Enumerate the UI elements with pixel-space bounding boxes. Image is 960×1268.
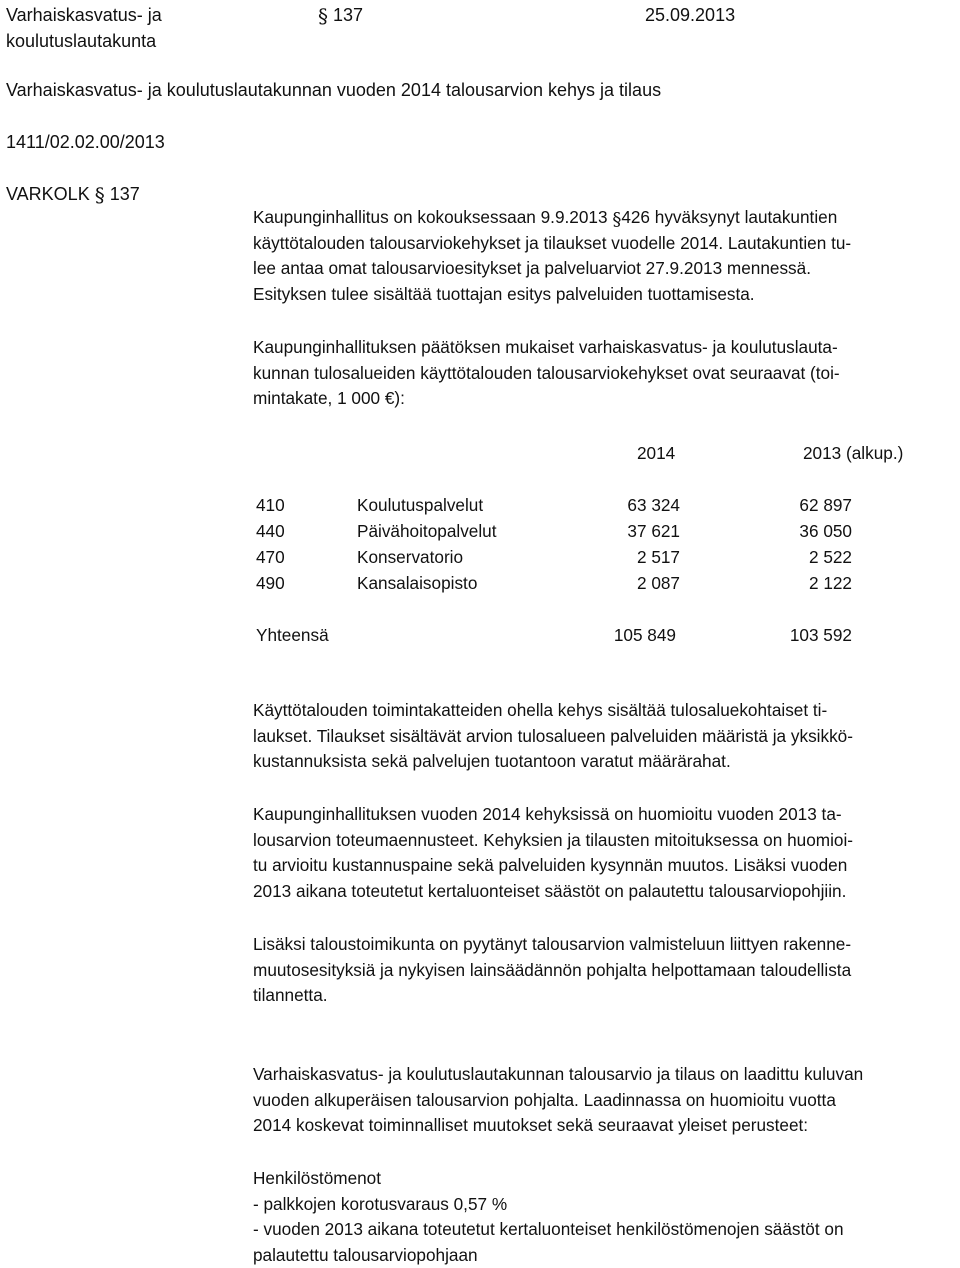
intro-line <box>253 205 851 231</box>
row-name: Kansalaisopisto <box>357 570 477 596</box>
table-row <box>0 492 960 518</box>
row-value-2014: 63 324 <box>627 492 680 518</box>
total-label: Yhteensä <box>256 622 329 648</box>
row-code: 410 <box>256 492 285 518</box>
document-title: Varhaiskasvatus- ja koulutuslautakunnan vuoden 2014 talousarvion kehys ja tilaus <box>6 77 661 103</box>
paragraph-line: mintakate, 1 000 €): <box>253 386 840 412</box>
paragraph-line: Kaupunginhallituksen vuoden 2014 kehyksissä on huomioitu vuoden 2013 ta- <box>253 802 853 828</box>
table-row <box>0 518 960 544</box>
row-code: 490 <box>256 570 285 596</box>
row-value-2014: 2 087 <box>637 570 680 596</box>
table-total-row <box>0 622 960 648</box>
section-sign-icon: § <box>318 6 328 26</box>
section-sign-icon: § <box>95 185 105 205</box>
paragraph-line: tu arvioitu kustannuspaine sekä palveluiden kysynnän muutos. Lisäksi vuoden <box>253 853 853 879</box>
header-date: 25.09.2013 <box>645 2 735 28</box>
row-code: 440 <box>256 518 285 544</box>
total-value-2014: 105 849 <box>614 622 676 648</box>
table-row <box>0 544 960 570</box>
row-value-2013: 2 522 <box>809 544 852 570</box>
paragraph-line: laukset. Tilaukset sisältävät arvion tulosalueen palveluiden määristä ja yksikkö- <box>253 724 853 750</box>
paragraph-city-board <box>253 802 853 904</box>
table-header-row <box>0 440 960 466</box>
row-code: 470 <box>256 544 285 570</box>
paragraph-line: muutosesityksiä ja nykyisen lainsäädännön pohjalta helpottamaan taloudellista <box>253 958 851 984</box>
frames-paragraph <box>253 335 840 412</box>
committee-name-line2: koulutuslautakunta <box>6 28 162 54</box>
row-value-2014: 37 621 <box>627 518 680 544</box>
paragraph-line: Lisäksi taloustoimikunta on pyytänyt talousarvion valmisteluun liittyen rakenne- <box>253 932 851 958</box>
paragraph-line: vuoden alkuperäisen talousarvion pohjalta. Laadinnassa on huomioitu vuotta <box>253 1088 863 1114</box>
paragraph-line: - palkkojen korotusvaraus 0,57 % <box>253 1192 844 1218</box>
paragraph-line: lousarvion toteumaennusteet. Kehyksien ja tilausten mitoituksessa on huomioi- <box>253 828 853 854</box>
paragraph-board-budget <box>253 1062 863 1139</box>
intro-part2: hyväksynyt lautakuntien <box>655 207 837 227</box>
column-header-2014: 2014 <box>637 440 675 466</box>
intro-paragraph <box>253 205 851 307</box>
intro-line: Esityksen tulee sisältää tuottajan esitys palveluiden tuottamisesta. <box>253 282 851 308</box>
committee-name <box>6 2 162 54</box>
section-sign-icon: § <box>612 210 621 230</box>
varkolk-label: VARKOLK <box>6 184 90 204</box>
paragraph-line: kunnan tulosalueiden käyttötalouden talousarviokehykset ovat seuraavat (toi- <box>253 361 840 387</box>
paragraph-line: palautettu talousarviopohjaan <box>253 1243 844 1268</box>
paragraph-line: - vuoden 2013 aikana toteutetut kertaluonteiset henkilöstömenojen säästöt on <box>253 1217 844 1243</box>
varkolk-reference <box>6 181 140 207</box>
row-value-2013: 2 122 <box>809 570 852 596</box>
varkolk-number: 137 <box>110 184 140 204</box>
committee-name-line1: Varhaiskasvatus- ja <box>6 2 162 28</box>
paragraph-line: Henkilöstömenot <box>253 1166 844 1192</box>
table-row <box>0 570 960 596</box>
row-value-2014: 2 517 <box>637 544 680 570</box>
row-name: Konservatorio <box>357 544 463 570</box>
paragraph-line: 2014 koskevat toiminnalliset muutokset sekä seuraavat yleiset perusteet: <box>253 1113 863 1139</box>
paragraph-line: Kaupunginhallituksen päätöksen mukaiset varhaiskasvatus- ja koulutuslauta- <box>253 335 840 361</box>
row-name: Päivähoitopalvelut <box>357 518 497 544</box>
row-value-2013: 36 050 <box>799 518 852 544</box>
paragraph-line: kustannuksista sekä palvelujen tuotantoon varatut määrärahat. <box>253 749 853 775</box>
paragraph-orders <box>253 698 853 775</box>
row-name: Koulutuspalvelut <box>357 492 483 518</box>
intro-line: lee antaa omat talousarvioesitykset ja palveluarviot 27.9.2013 mennessä. <box>253 256 851 282</box>
reference-number: 1411/02.02.00/2013 <box>6 129 165 155</box>
row-value-2013: 62 897 <box>799 492 852 518</box>
intro-section-number: 426 <box>621 207 650 227</box>
paragraph-line: Varhaiskasvatus- ja koulutuslautakunnan talousarvio ja tilaus on laadittu kuluvan <box>253 1062 863 1088</box>
column-header-2013: 2013 (alkup.) <box>803 440 903 466</box>
intro-line: käyttötalouden talousarviokehykset ja tilaukset vuodelle 2014. Lautakuntien tu- <box>253 231 851 257</box>
paragraph-line: Käyttötalouden toimintakatteiden ohella kehys sisältää tulosaluekohtaiset ti- <box>253 698 853 724</box>
total-value-2013: 103 592 <box>790 622 852 648</box>
header-section-number-value: 137 <box>333 5 363 25</box>
paragraph-personnel-costs <box>253 1166 844 1268</box>
intro-part1: Kaupunginhallitus on kokouksessaan 9.9.2013 <box>253 207 608 227</box>
paragraph-line: 2013 aikana toteutetut kertaluonteiset säästöt on palautettu talousarviopohjiin. <box>253 879 853 905</box>
header-section-number <box>318 2 363 28</box>
paragraph-economy-committee <box>253 932 851 1009</box>
paragraph-line: tilannetta. <box>253 983 851 1009</box>
